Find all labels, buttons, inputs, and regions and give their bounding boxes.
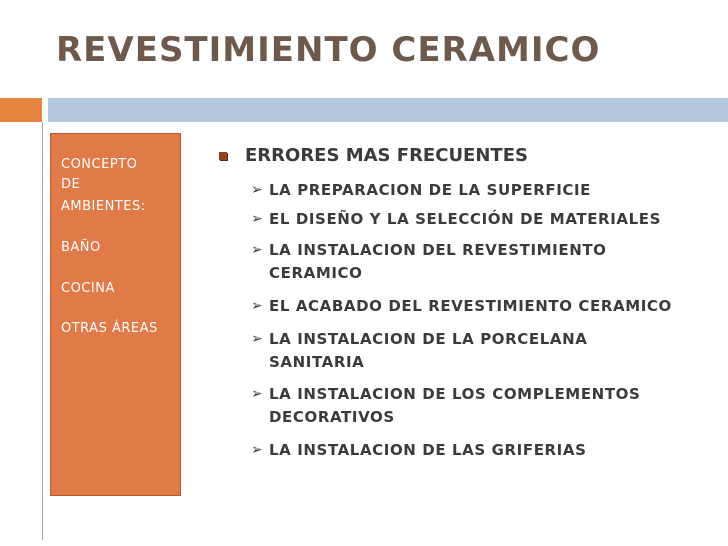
title-underline-bar <box>0 98 728 122</box>
list-item-text: LA INSTALACION DE LAS GRIFERIAS <box>269 441 587 459</box>
square-bullet-icon <box>219 152 227 160</box>
list-item-text: LA INSTALACION DE LA PORCELANA SANITARIA <box>269 330 588 371</box>
title-bar-blue-segment <box>48 98 728 122</box>
sidebar-panel <box>50 133 181 496</box>
arrow-bullet-icon: ➢ <box>251 331 263 347</box>
list-item-text: EL DISEÑO Y LA SELECCIÓN DE MATERIALES <box>269 210 662 228</box>
vertical-divider-line <box>42 122 43 540</box>
arrow-bullet-icon: ➢ <box>251 298 263 314</box>
list-item-text: LA PREPARACION DE LA SUPERFICIE <box>269 181 592 199</box>
sidebar-item-otras-areas: OTRAS ÁREAS <box>61 321 158 336</box>
sidebar-item-bano: BAÑO <box>61 240 101 255</box>
arrow-bullet-icon: ➢ <box>251 182 263 198</box>
sidebar-item-concepto: CONCEPTO <box>61 157 138 172</box>
sidebar-item-de: DE <box>61 177 81 192</box>
list-item-text: LA INSTALACION DEL REVESTIMIENTO CERAMICO <box>269 241 607 282</box>
arrow-bullet-icon: ➢ <box>251 211 263 227</box>
heading-text: ERRORES MAS FRECUENTES <box>245 145 528 166</box>
title-bar-orange-segment <box>0 98 42 122</box>
list-item-text: LA INSTALACION DE LOS COMPLEMENTOS DECORATIVOS <box>269 385 641 426</box>
sidebar-item-cocina: COCINA <box>61 281 115 296</box>
arrow-bullet-icon: ➢ <box>251 442 263 458</box>
sidebar-item-ambientes: AMBIENTES: <box>61 199 146 214</box>
list-item-text: EL ACABADO DEL REVESTIMIENTO CERAMICO <box>269 297 672 315</box>
arrow-bullet-icon: ➢ <box>251 242 263 258</box>
slide-title: REVESTIMIENTO CERAMICO <box>56 30 601 70</box>
arrow-bullet-icon: ➢ <box>251 386 263 402</box>
